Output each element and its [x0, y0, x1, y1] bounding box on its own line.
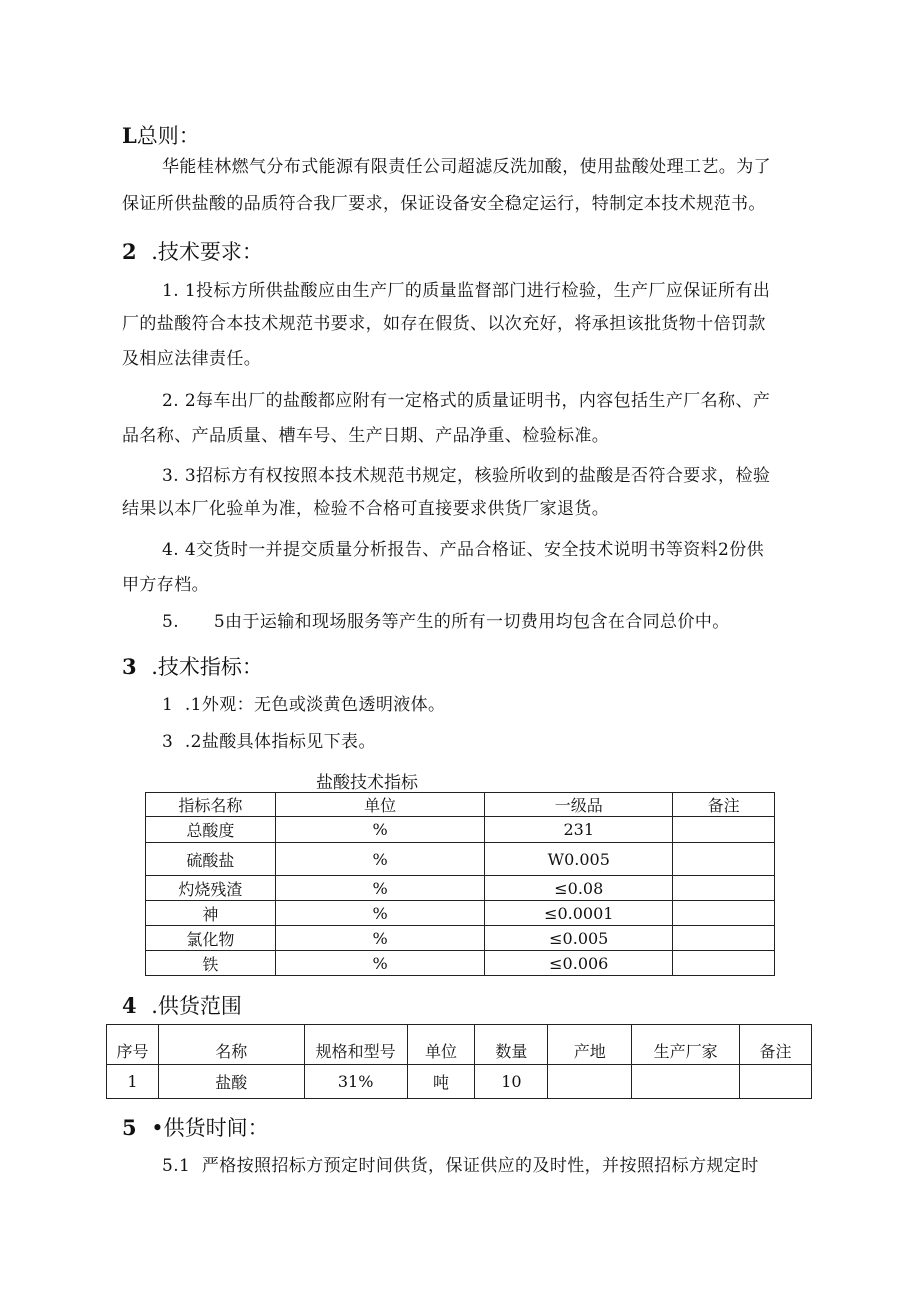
table-cell: 氯化物 — [146, 926, 276, 951]
table-cell: 231 — [485, 817, 673, 843]
table-cell: 硫酸盐 — [146, 843, 276, 876]
table-cell: % — [275, 951, 485, 976]
paragraph-line: 保证所供盐酸的品质符合我厂要求，保证设备安全稳定运行，特制定本技术规范书。 — [122, 194, 766, 214]
table-cell: W0.005 — [485, 843, 673, 876]
table-cell: ≤0.08 — [485, 876, 673, 901]
table-cell: 31% — [304, 1065, 407, 1099]
table-cell: 吨 — [407, 1065, 475, 1099]
table-cell: 10 — [475, 1065, 548, 1099]
section-5-heading — [122, 1112, 269, 1142]
table-cell: 1 — [107, 1065, 159, 1099]
table-cell — [673, 843, 775, 876]
table-cell: % — [275, 843, 485, 876]
table-cell — [740, 1065, 812, 1099]
paragraph-line: 2. 2每车出厂的盐酸都应附有一定格式的质量证明书，内容包括生产厂名称、产 — [162, 391, 771, 411]
table-cell: % — [275, 876, 485, 901]
section-title: .技术要求： — [151, 240, 263, 264]
paragraph-line: 5. 5由于运输和现场服务等产生的所有一切费用均包含在合同总价中。 — [162, 612, 730, 632]
table-row — [146, 901, 775, 926]
section-2-heading — [122, 236, 263, 266]
table-cell: ≤0.005 — [485, 926, 673, 951]
table-caption: 盐酸技术指标 — [316, 773, 418, 793]
table-cell: 总酸度 — [146, 817, 276, 843]
table-header-row — [107, 1025, 812, 1065]
table-cell — [673, 951, 775, 976]
paragraph-line: 品名称、产品质量、槽车号、生产日期、产品净重、检验标准。 — [122, 426, 610, 446]
header-cell: 单位 — [407, 1025, 475, 1065]
table-cell — [673, 926, 775, 951]
table-cell: ≤0.006 — [485, 951, 673, 976]
section-title: .技术指标： — [151, 655, 263, 679]
table-row — [146, 926, 775, 951]
header-cell: 备注 — [740, 1025, 812, 1065]
section-3-heading — [122, 651, 263, 681]
spec-table — [145, 792, 775, 976]
table-cell: % — [275, 926, 485, 951]
header-cell: 规格和型号 — [304, 1025, 407, 1065]
section-number: 2 — [122, 239, 137, 264]
table-row — [107, 1065, 812, 1099]
paragraph-line: 5.1 严格按照招标方预定时间供货，保证供应的及时性，并按照招标方规定时 — [162, 1156, 759, 1176]
section-number: 3 — [122, 654, 137, 679]
section-number: 5 — [122, 1115, 137, 1140]
header-cell: 数量 — [475, 1025, 548, 1065]
table-cell: 盐酸 — [158, 1065, 304, 1099]
table-cell: 铁 — [146, 951, 276, 976]
section-number: L — [122, 123, 137, 148]
header-cell: 一级品 — [485, 793, 673, 817]
paragraph-line: 3. 3招标方有权按照本技术规范书规定，核验所收到的盐酸是否符合要求，检验 — [162, 466, 771, 486]
table-cell — [673, 876, 775, 901]
paragraph-line: 1 .1外观：无色或淡黄色透明液体。 — [162, 695, 446, 715]
section-title: •供货时间： — [151, 1116, 269, 1140]
header-cell: 单位 — [275, 793, 485, 817]
paragraph-line: 4. 4交货时一并提交质量分析报告、产品合格证、安全技术说明书等资料2份供 — [162, 540, 765, 560]
section-title: .供货范围 — [151, 994, 242, 1018]
paragraph-line: 及相应法律责任。 — [122, 349, 262, 369]
header-cell: 指标名称 — [146, 793, 276, 817]
header-cell: 名称 — [158, 1025, 304, 1065]
paragraph-line: 3 .2盐酸具体指标见下表。 — [162, 732, 376, 752]
header-cell: 生产厂家 — [632, 1025, 740, 1065]
table-header-row — [146, 793, 775, 817]
table-cell: % — [275, 901, 485, 926]
header-cell: 备注 — [673, 793, 775, 817]
table-row — [146, 817, 775, 843]
paragraph-line: 结果以本厂化验单为准，检验不合格可直接要求供货厂家退货。 — [122, 499, 610, 519]
header-cell: 序号 — [107, 1025, 159, 1065]
table-cell — [673, 901, 775, 926]
table-cell: 灼烧残渣 — [146, 876, 276, 901]
table-cell: % — [275, 817, 485, 843]
paragraph-line: 厂的盐酸符合本技术规范书要求，如存在假货、以次充好，将承担该批货物十倍罚款 — [122, 314, 766, 334]
paragraph-line: 1. 1投标方所供盐酸应由生产厂的质量监督部门进行检验，生产厂应保证所有出 — [162, 281, 771, 301]
section-title: 总则： — [136, 124, 200, 148]
paragraph-line: 华能桂林燃气分布式能源有限责任公司超滤反洗加酸，使用盐酸处理工艺。为了 — [162, 157, 771, 177]
table-cell: ≤0.0001 — [485, 901, 673, 926]
table-cell — [548, 1065, 632, 1099]
paragraph-line: 甲方存档。 — [122, 575, 209, 595]
table-row — [146, 876, 775, 901]
header-cell: 产地 — [548, 1025, 632, 1065]
table-cell: 神 — [146, 901, 276, 926]
table-cell — [632, 1065, 740, 1099]
section-4-heading — [122, 990, 242, 1020]
supply-table — [106, 1024, 812, 1099]
table-cell — [673, 817, 775, 843]
table-row — [146, 843, 775, 876]
table-row — [146, 951, 775, 976]
section-1-heading — [122, 120, 200, 150]
section-number: 4 — [122, 993, 137, 1018]
